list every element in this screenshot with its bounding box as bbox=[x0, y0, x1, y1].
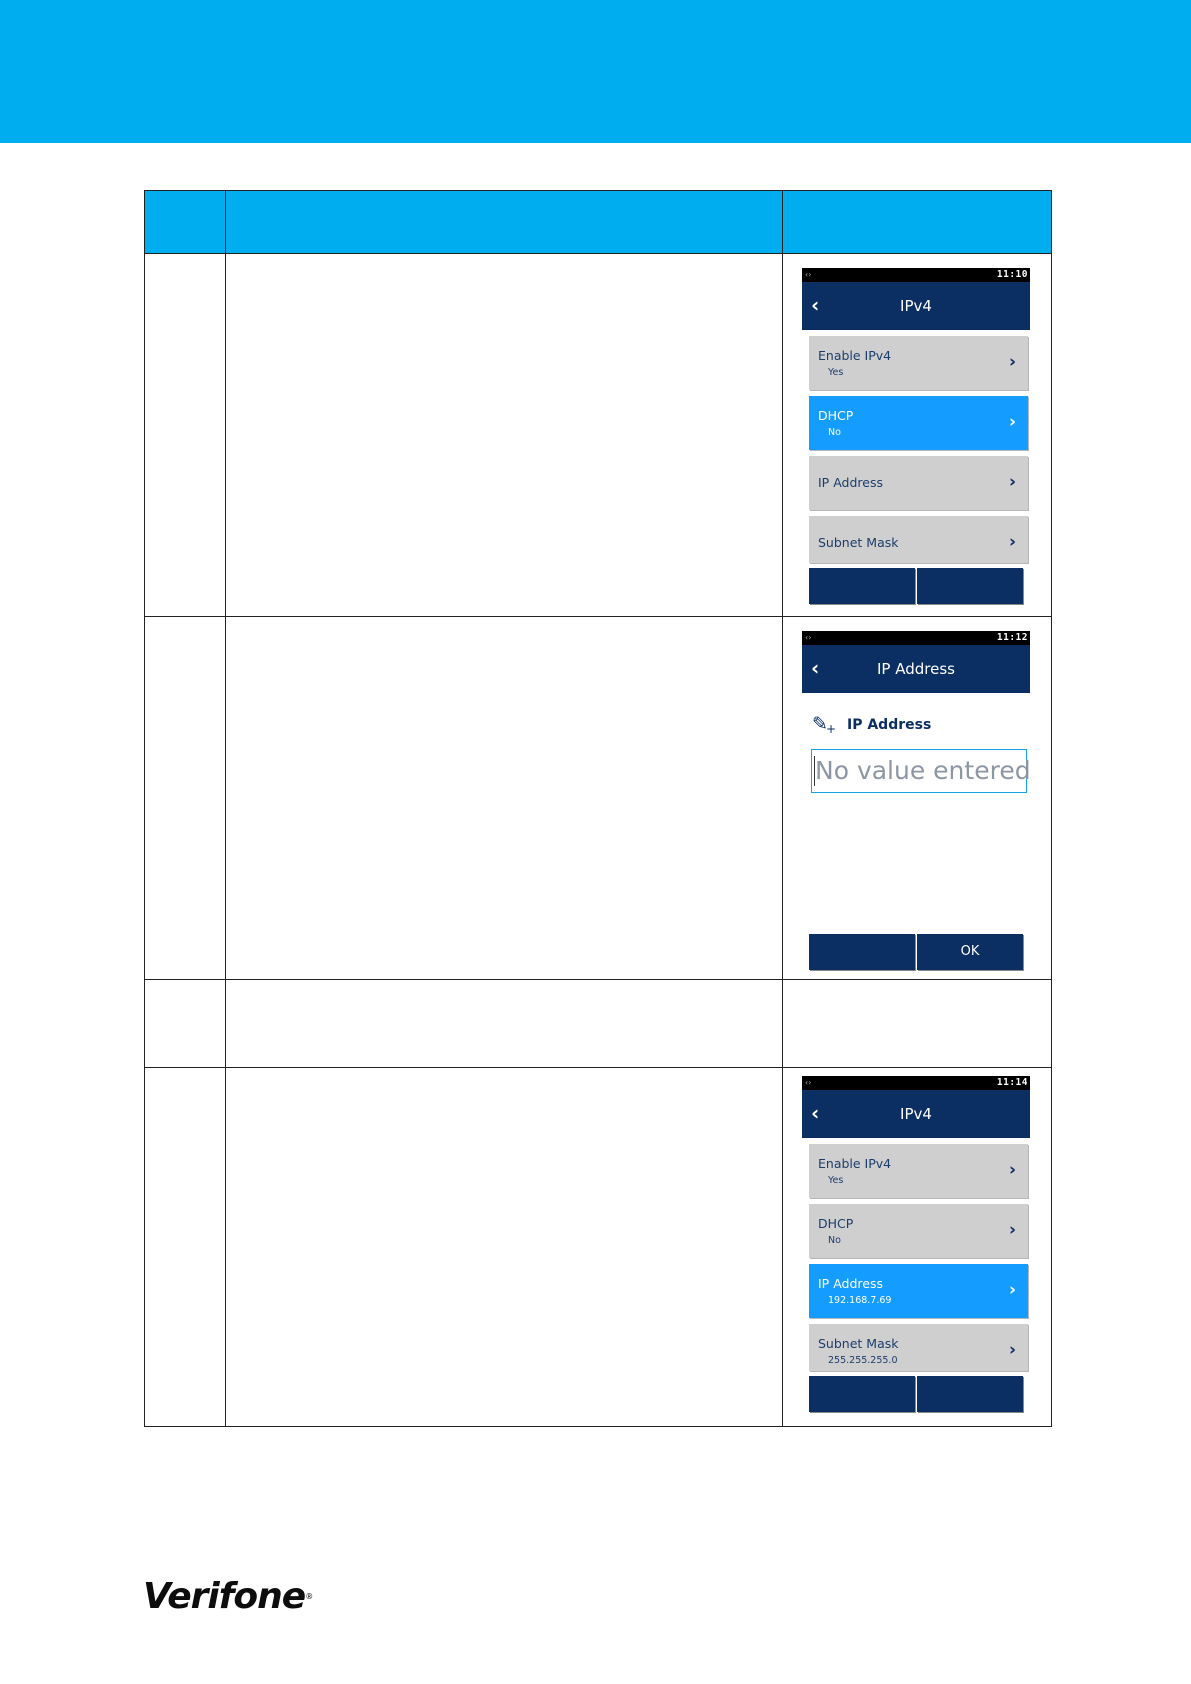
softkey-right[interactable] bbox=[917, 568, 1023, 604]
menu-item-value: Yes bbox=[828, 367, 844, 378]
menu-item-label: Enable IPv4 bbox=[818, 348, 892, 363]
title-bar bbox=[802, 1090, 1030, 1138]
terminal-screen-ip-entry bbox=[802, 631, 1030, 970]
menu-item-enable-ipv4[interactable] bbox=[809, 1144, 1028, 1198]
ok-button[interactable]: OK bbox=[917, 934, 1023, 970]
description-cell bbox=[226, 617, 783, 980]
chevron-right-icon: › bbox=[1008, 352, 1016, 372]
status-time: 11:10 bbox=[996, 269, 1028, 280]
status-bar bbox=[802, 1076, 1030, 1090]
network-icon: ‹› bbox=[805, 633, 812, 642]
menu-item-subnet-mask[interactable] bbox=[809, 1324, 1028, 1371]
screen-cell bbox=[783, 254, 1052, 617]
table-row bbox=[145, 1068, 1052, 1427]
chevron-right-icon: › bbox=[1008, 1280, 1016, 1300]
table-row bbox=[145, 980, 1052, 1068]
network-icon: ‹› bbox=[805, 1078, 812, 1087]
title-bar bbox=[802, 282, 1030, 330]
input-placeholder: No value entered bbox=[815, 756, 1031, 785]
pen-plus-icon: ✎ bbox=[812, 713, 828, 735]
chevron-right-icon: › bbox=[1008, 1160, 1016, 1180]
menu-item-label: Enable IPv4 bbox=[818, 1156, 892, 1171]
entry-header bbox=[802, 711, 1030, 741]
header-step-cell bbox=[145, 191, 226, 254]
screen-title: IP Address bbox=[877, 660, 955, 678]
logo-text: Verifone bbox=[143, 1576, 306, 1617]
step-cell bbox=[145, 980, 226, 1068]
menu-item-value: Yes bbox=[828, 1175, 844, 1186]
chevron-right-icon: › bbox=[1008, 472, 1016, 492]
settings-menu bbox=[802, 1138, 1030, 1371]
description-cell bbox=[226, 1068, 783, 1427]
steps-table bbox=[144, 190, 1052, 1427]
header-band bbox=[0, 0, 1191, 143]
chevron-right-icon: › bbox=[1008, 1340, 1016, 1360]
screen-cell bbox=[783, 1068, 1052, 1427]
settings-menu bbox=[802, 330, 1030, 563]
chevron-right-icon: › bbox=[1008, 1220, 1016, 1240]
softkey-right[interactable] bbox=[917, 1376, 1023, 1412]
terminal-screen-ipv4 bbox=[802, 268, 1030, 604]
menu-item-label: IP Address bbox=[818, 1276, 883, 1291]
registered-mark: ® bbox=[305, 1592, 313, 1601]
description-cell bbox=[226, 980, 783, 1068]
status-bar bbox=[802, 268, 1030, 282]
table-row bbox=[145, 617, 1052, 980]
plus-icon: + bbox=[826, 722, 837, 736]
menu-item-dhcp[interactable] bbox=[809, 1204, 1028, 1258]
status-time: 11:14 bbox=[996, 1077, 1028, 1088]
entry-label: IP Address bbox=[847, 717, 932, 733]
softkey-bar bbox=[802, 1376, 1030, 1412]
menu-item-value: 255.255.255.0 bbox=[828, 1355, 898, 1366]
screen-title: IPv4 bbox=[900, 297, 932, 315]
title-bar bbox=[802, 645, 1030, 693]
chevron-left-icon[interactable]: ‹ bbox=[811, 293, 820, 317]
step-cell bbox=[145, 1068, 226, 1427]
menu-item-value: No bbox=[828, 427, 841, 438]
step-cell bbox=[145, 617, 226, 980]
menu-item-label: DHCP bbox=[818, 408, 854, 423]
softkey-left[interactable] bbox=[809, 1376, 915, 1412]
verifone-logo bbox=[143, 1577, 312, 1617]
step-cell bbox=[145, 254, 226, 617]
chevron-right-icon: › bbox=[1008, 412, 1016, 432]
screen-cell bbox=[783, 617, 1052, 980]
menu-item-ip-address[interactable] bbox=[809, 456, 1028, 510]
network-icon: ‹› bbox=[805, 270, 812, 279]
chevron-left-icon[interactable]: ‹ bbox=[811, 656, 820, 680]
menu-item-subnet-mask[interactable] bbox=[809, 516, 1028, 563]
menu-item-label: DHCP bbox=[818, 1216, 854, 1231]
screen-cell bbox=[783, 980, 1052, 1068]
menu-item-value: No bbox=[828, 1235, 841, 1246]
menu-item-label: Subnet Mask bbox=[818, 1336, 899, 1351]
header-screen-cell bbox=[783, 191, 1052, 254]
menu-item-dhcp[interactable] bbox=[809, 396, 1028, 450]
screen-title: IPv4 bbox=[900, 1105, 932, 1123]
status-time: 11:12 bbox=[996, 632, 1028, 643]
softkey-bar bbox=[802, 568, 1030, 604]
table-header-row bbox=[145, 191, 1052, 254]
description-cell bbox=[226, 254, 783, 617]
status-bar bbox=[802, 631, 1030, 645]
terminal-screen-ipv4-configured bbox=[802, 1076, 1030, 1412]
softkey-left[interactable] bbox=[809, 568, 915, 604]
chevron-left-icon[interactable]: ‹ bbox=[811, 1101, 820, 1125]
softkey-left[interactable] bbox=[809, 934, 915, 970]
menu-item-ip-address[interactable] bbox=[809, 1264, 1028, 1318]
menu-item-enable-ipv4[interactable] bbox=[809, 336, 1028, 390]
header-description-cell bbox=[226, 191, 783, 254]
menu-item-label: Subnet Mask bbox=[818, 535, 899, 550]
menu-item-value: 192.168.7.69 bbox=[828, 1295, 892, 1306]
softkey-bar bbox=[802, 934, 1030, 970]
chevron-right-icon: › bbox=[1008, 532, 1016, 552]
table-row bbox=[145, 254, 1052, 617]
ip-address-input[interactable] bbox=[811, 749, 1031, 793]
menu-item-label: IP Address bbox=[818, 475, 883, 490]
